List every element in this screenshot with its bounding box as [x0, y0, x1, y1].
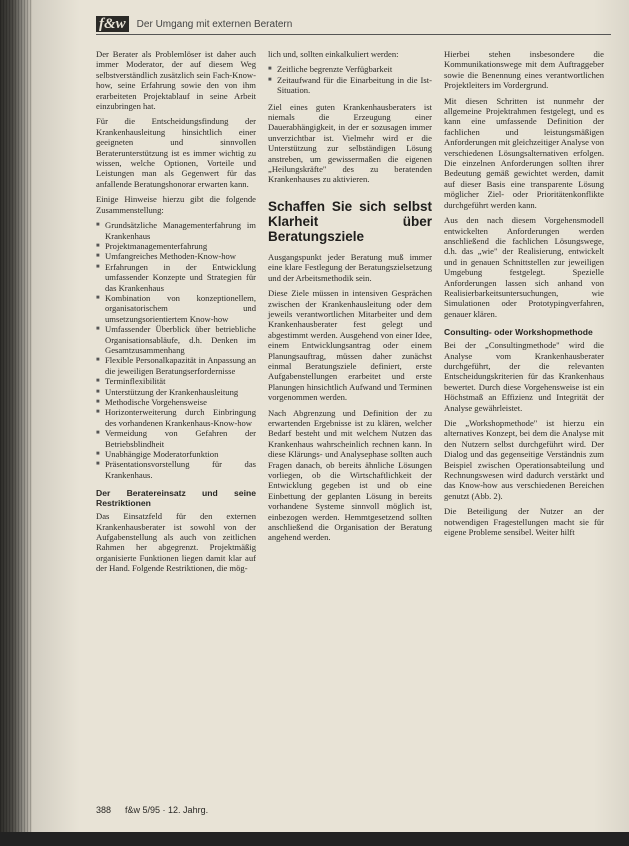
list-item: ■ Kombination von konzeptionellem, organisatorischem und umsetzungsorientiertem Know-how	[96, 293, 256, 324]
bullet-list	[96, 220, 256, 480]
text-columns	[96, 49, 611, 579]
scan-bottom-edge	[0, 832, 629, 846]
list-item: ■ Unterstützung der Krankenhausleitung	[96, 387, 256, 397]
book-binding-edge	[0, 0, 32, 846]
list-item: ■ Zeitliche begrenzte Verfügbarkeit	[268, 64, 432, 74]
list-item: ■ Erfahrungen in der Entwicklung umfassender Konzepte und Strategien für das Krankenhaus	[96, 262, 256, 293]
list-item: ■ Grundsätzliche Managementerfahrung im Krankenhaus	[96, 220, 256, 241]
paragraph: Mit diesen Schritten ist nunmehr der allgemeine Projektrahmen festgelegt, und es kann eine umfassende Definition der fachlichen und leistungsmäßigen Anforderungen mit gleichzeitiger Analyse von verschiedenen Lösungsalternativen erfolgen. Die einzelnen Anforderungen sollten ihrer Bedeutung gemäß gewichtet werden, damit auf dieser Basis eine transparente Lösung möglicher Ziel- oder Prioritätenkonflikte durchgeführt werden kann.	[444, 95, 604, 210]
list-item: ■ Zeitaufwand für die Einarbeitung in die Ist-Situation.	[268, 75, 432, 96]
running-header	[96, 14, 611, 35]
list-item: ■ Umfangreiches Methoden-Know-how	[96, 251, 256, 261]
paragraph: Aus den nach diesem Vorgehensmodell entwickelten Anforderungen werden anschließend die fachlichen Lösungswege, d.h. das „wie" der Realisierung, entwickelt und in genauen Schnittstellen zur jeweiligen Umgebung festgelegt. Spezielle Anforderungen lassen sich anhand von Realisierbarkeitsuntersuchungen, wie Simulationen oder Prototypingverfahren, genauer klären.	[444, 215, 604, 319]
list-item: ■ Terminflexibilität	[96, 376, 256, 386]
list-item: ■ Vermeidung von Gefahren der Betriebsblindheit	[96, 428, 256, 449]
bullet-list	[268, 64, 432, 95]
running-header-title: Der Umgang mit externen Beratern	[136, 18, 293, 30]
paragraph: Einige Hinweise hierzu gibt die folgende Zusammenstellung:	[96, 194, 256, 215]
paragraph: Für die Entscheidungsfindung der Krankenhausleitung hinsichtlich einer geeigneten und sinnvollen Beraterunterstützung ist es immer wichtig zu wissen, welche Optionen, Vorteile und Leistungen man als Gegenwert für das anfallende Beratungshonorar erwarten kann.	[96, 116, 256, 189]
paragraph: Ausgangspunkt jeder Beratung muß immer eine klare Festlegung der Beratungszielsetzung und der Arbeitsmethodik sein.	[268, 251, 432, 283]
journal-logo: f&w	[96, 16, 129, 32]
section-subheading: Der Beratereinsatz und seine Restriktionen	[96, 488, 256, 509]
paragraph: Die „Workshopmethode" ist hierzu ein alternatives Konzept, bei dem die Analyse mit den Nutzern selbst durchgeführt wird. Der Dialog und das gegenseitige Verständnis zum Beispiel zwischen Operationsabteilung und Rechnungswesen wird dadurch verstärkt und das Know-how aus verschiedenen Bereichen genutzt (Abb. 2).	[444, 418, 604, 501]
list-item: ■ Methodische Vorgehensweise	[96, 397, 256, 407]
list-item: ■ Horizonterweiterung durch Einbringung des vorhandenen Krankenhaus-Know-how	[96, 407, 256, 428]
journal-issue: f&w 5/95 · 12. Jahrg.	[125, 805, 209, 815]
book-page	[32, 0, 629, 832]
paragraph: Nach Abgrenzung und Definition der zu erwartenden Ergebnisse ist zu klären, welcher Bedarf besteht und mit welchem Nutzen das Krankenhaus wahrscheinlich rechnen kann. In diese Klärungs- und Analysephase sollten auch Fragen danach, ob bereits ähnliche Lösungen vorliegen, ob die Wirtschaftlichkeit der Entwicklung gegeben ist und ob eine Einbettung der geplanten Lösung in bereits vorhandene Systeme sinnvoll möglich ist, einbezogen werden. Hemmtgesetzend sollten anschließend die Organisation der Beratung angehend werden.	[268, 407, 432, 543]
paragraph: Hierbei stehen insbesondere die Kommunikationswege mit dem Auftraggeber sowie die Benennung eines verantwortlichen Projektleiters im Vordergrund.	[444, 49, 604, 91]
section-subheading: Consulting- oder Workshopmethode	[444, 327, 593, 338]
list-item: ■ Projektmanagementerfahrung	[96, 241, 256, 251]
paragraph: Das Einsatzfeld für den externen Krankenhausberater ist sowohl von der Aufgabenstellung als auch von zeitlichen Rahmen her abgegrenzt. Projektmäßig organisierte Funktionen liegen damit klar auf der Hand. Folgende Restriktionen, die mög-	[96, 511, 256, 574]
paragraph: Der Berater als Problemlöser ist daher auch immer Moderator, der auf diesem Weg selbstverständlich zusätzlich sein Fach-Know-how, seine Erfahrung sowie den von ihm erarbeiteten Projektablauf in seine Arbeit einzubringen hat.	[96, 49, 256, 112]
column-3	[444, 49, 604, 579]
page-number: 388	[96, 805, 112, 815]
column-2	[268, 49, 432, 579]
list-item: ■ Flexible Personalkapazität in Anpassung an die jeweiligen Beratungserfordernisse	[96, 355, 256, 376]
page-footer	[96, 805, 208, 815]
list-item: ■ Umfassender Überblick über betriebliche Organisationsabläufe, d.h. Denken im Gesamtzusammenhang	[96, 324, 256, 355]
paragraph: Bei der „Consultingmethode" wird die Analyse vom Krankenhausberater durchgeführt, der die relevanten Entscheidungskriterien für das Krankenhaus bewertet. Durch diese Vorgehensweise ist ein Höchstmaß an Effizienz und Integrität der Analyse gewährleistet.	[444, 340, 604, 413]
list-item: ■ Unabhängige Moderatorfunktion	[96, 449, 256, 459]
paragraph: Die Beteiligung der Nutzer an der notwendigen Fragestellungen macht sie für eigene Probleme sensibel. Weiter hilft	[444, 506, 604, 538]
section-heading: Schaffen Sie sich selbst Klarheit über Beratungsziele	[268, 198, 432, 244]
paragraph: Ziel eines guten Krankenhausberaters ist niemals die Erzeugung einer Dauerabhängigkeit, in der er sozusagen immer unverzichtbar ist. Vielmehr wird er die Unterstützung zur selbständigen Lösung anstreben, um gewissermaßen die eigenen „Heilungskräfte" des zu beratenden Krankenhauses zu aktivieren.	[268, 101, 432, 185]
column-1	[96, 49, 256, 579]
paragraph: lich und, sollten einkalkuliert werden:	[268, 49, 399, 59]
list-item: ■ Präsentationsvorstellung für das Krankenhaus.	[96, 459, 256, 480]
paragraph: Diese Ziele müssen in intensiven Gesprächen zwischen der Krankenhausleitung oder dem jeweils verantwortlichen Mitarbeiter und dem Krankenhausberater fest gelegt und abgestimmt werden. Ausgehend von einer Idee, einem Entwicklungsantrag oder einem Planungsauftrag, müssen daher zunächst einmal Beratungsziele definiert, erste Aufgabenstellungen erarbeitet und erste Planungen hinsichtlich Aufwand und Terminen vorgenommen werden.	[268, 288, 432, 403]
